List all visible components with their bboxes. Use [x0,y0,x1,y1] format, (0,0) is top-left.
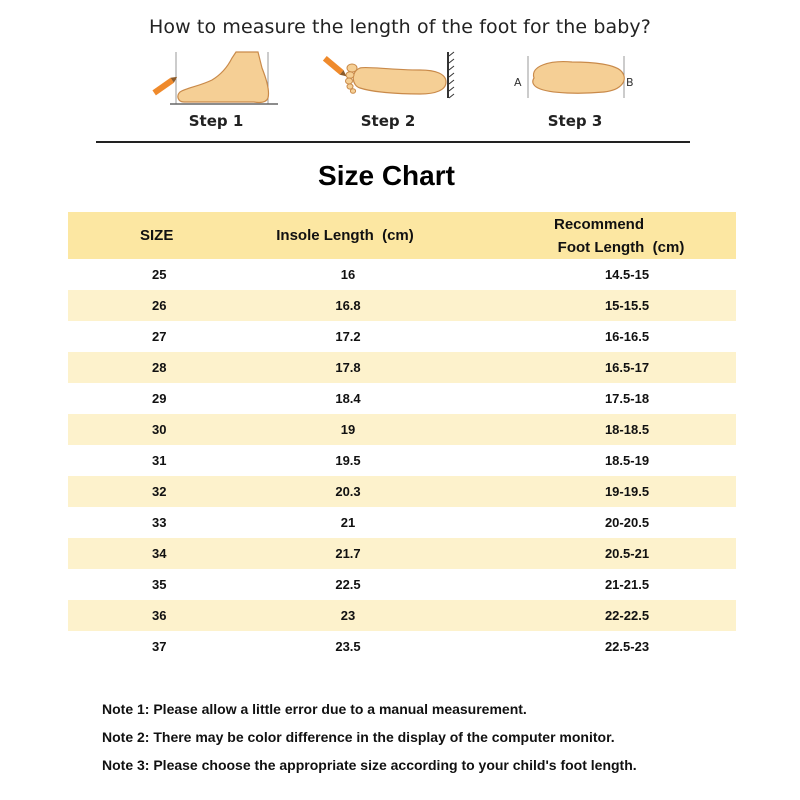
cell-insole-length: 21 [340,515,356,530]
chart-title: Size Chart [318,160,455,191]
cell-insole-length: 19.5 [335,453,361,468]
cell-foot-length: 22.5-23 [604,639,650,654]
table-row [68,631,736,662]
table-row [68,290,736,321]
cell-foot-length: 16.5-17 [604,360,650,375]
cell-foot-length: 19-19.5 [604,484,650,499]
step-2 [320,48,456,138]
cell-size: 28 [152,360,167,375]
table-row [68,507,736,538]
foot-outline-ab-icon [510,48,640,110]
cell-foot-length: 20-20.5 [604,515,650,530]
cell-insole-length: 20.3 [335,484,361,499]
cell-insole-length: 21.7 [335,546,361,561]
measure-steps [0,48,800,138]
foot-top-view-icon [320,48,456,110]
table-row [68,259,736,290]
note-1: Note 1: Please allow a little error due to a manual measurement. [102,701,527,717]
cell-insole-length: 23.5 [335,639,361,654]
note-3: Note 3: Please choose the appropriate size according to your child's foot length. [102,757,637,773]
step-3 [510,48,640,138]
size-table [68,212,736,662]
cell-foot-length: 22-22.5 [604,608,650,623]
note-2: Note 2: There may be color difference in the display of the computer monitor. [102,729,615,745]
cell-size: 26 [152,298,167,313]
step-1-label: Step 1 [188,112,244,130]
header-insole-length: Insole Length (cm) [276,227,414,244]
cell-size: 29 [152,391,167,406]
table-row [68,445,736,476]
foot-side-view-icon [150,48,282,110]
header-foot-length [492,213,736,259]
step-2-label: Step 2 [360,112,416,130]
cell-foot-length: 16-16.5 [604,329,650,344]
cell-foot-length: 17.5-18 [604,391,650,406]
cell-insole-length: 19 [340,422,356,437]
cell-insole-length: 23 [340,608,356,623]
cell-size: 32 [152,484,167,499]
notes [102,699,637,783]
table-row [68,414,736,445]
table-row [68,476,736,507]
cell-insole-length: 18.4 [335,391,361,406]
cell-insole-length: 17.2 [335,329,361,344]
cell-size: 35 [152,577,167,592]
table-header [68,212,736,259]
marker-b: B [626,76,634,89]
cell-size: 30 [152,422,167,437]
cell-size: 36 [152,608,167,623]
header-recommend: Recommend [553,215,645,233]
cell-foot-length: 18-18.5 [604,422,650,437]
cell-insole-length: 22.5 [335,577,361,592]
cell-size: 37 [152,639,167,654]
table-row [68,569,736,600]
table-row [68,383,736,414]
table-row [68,352,736,383]
cell-foot-length: 20.5-21 [604,546,650,561]
cell-foot-length: 18.5-19 [604,453,650,468]
table-row [68,600,736,631]
cell-foot-length: 15-15.5 [604,298,650,313]
cell-foot-length: 21-21.5 [604,577,650,592]
measure-title: How to measure the length of the foot for the baby? [149,16,651,38]
table-body [68,259,736,662]
section-divider [96,141,690,143]
cell-size: 34 [152,546,167,561]
cell-insole-length: 16 [340,267,356,282]
table-row [68,538,736,569]
cell-size: 25 [152,267,167,282]
cell-insole-length: 16.8 [335,298,361,313]
cell-size: 27 [152,329,167,344]
cell-size: 31 [152,453,167,468]
marker-a: A [514,76,522,89]
header-size: SIZE [140,227,174,244]
cell-insole-length: 17.8 [335,360,361,375]
header-foot-length-cm: Foot Length (cm) [557,238,685,256]
cell-foot-length: 14.5-15 [604,267,650,282]
step-1 [150,48,282,138]
cell-size: 33 [152,515,167,530]
table-row [68,321,736,352]
step-3-label: Step 3 [547,112,603,130]
